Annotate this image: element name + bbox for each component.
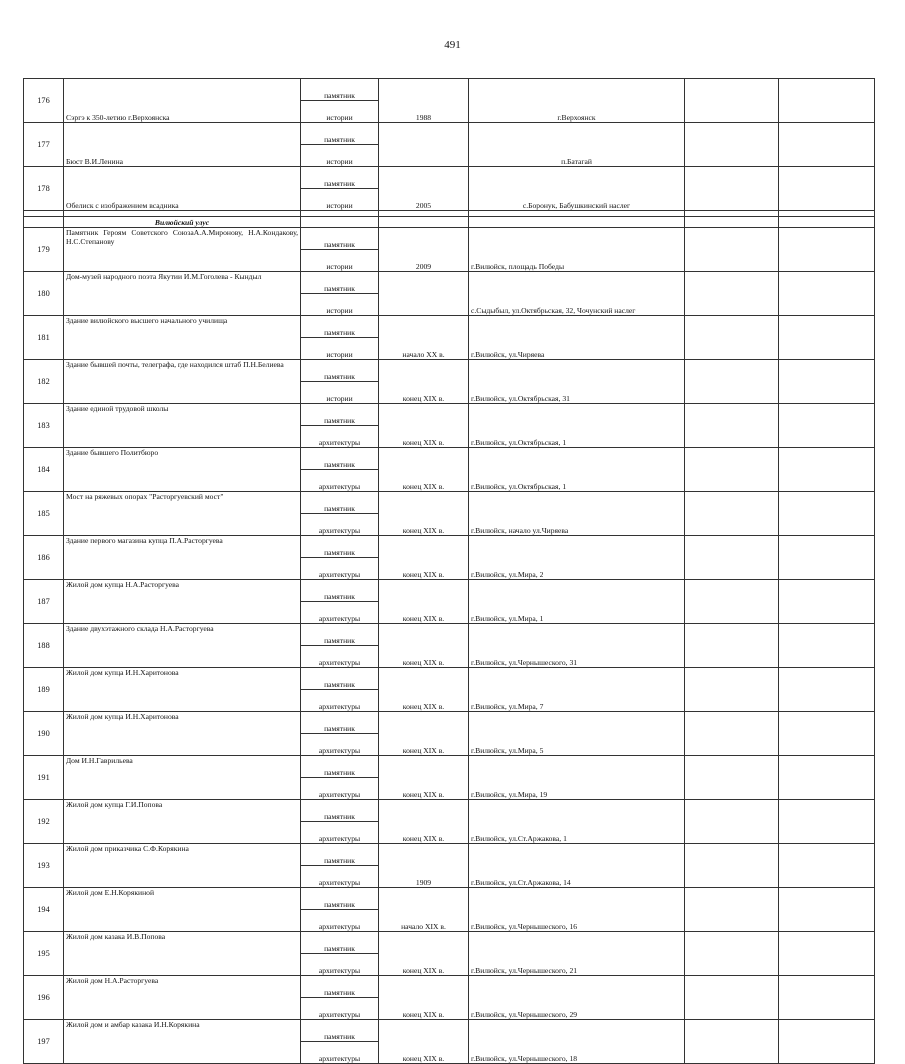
category-line-2: истории xyxy=(301,294,379,316)
category-line-2: архитектуры xyxy=(301,778,379,800)
year-cell: 2009 xyxy=(379,228,469,272)
category-line-1: памятник xyxy=(301,272,379,294)
table-row xyxy=(24,448,875,470)
monument-name: Жилой дом купца И.Н.Харитонова xyxy=(64,712,301,756)
empty-cell xyxy=(685,272,779,316)
year-cell: 1909 xyxy=(379,844,469,888)
category-line-1: памятник xyxy=(301,316,379,338)
year-cell: конец XIX в. xyxy=(379,668,469,712)
category-line-1: памятник xyxy=(301,756,379,778)
empty-cell xyxy=(685,800,779,844)
row-number: 187 xyxy=(24,580,64,624)
row-number: 186 xyxy=(24,536,64,580)
address-cell: с.Боронук, Бабушкинский наслег xyxy=(469,167,685,211)
category-line-2: истории xyxy=(301,145,379,167)
row-number: 177 xyxy=(24,123,64,167)
year-cell: конец XIX в. xyxy=(379,1020,469,1064)
category-line-2: истории xyxy=(301,250,379,272)
address-cell: г.Вилюйск, ул.Чиряева xyxy=(469,316,685,360)
address-cell: г.Вилюйск, ул.Ст.Аржакова, 1 xyxy=(469,800,685,844)
empty-cell xyxy=(685,228,779,272)
year-cell: конец XIX в. xyxy=(379,712,469,756)
empty-cell xyxy=(779,123,875,167)
table-row xyxy=(24,800,875,822)
section-title: Вилюйский улус xyxy=(64,217,301,228)
empty-cell xyxy=(779,79,875,123)
empty-cell xyxy=(779,448,875,492)
address-cell: г.Вилюйск, ул.Чернышеского, 31 xyxy=(469,624,685,668)
year-cell: начало XIX в. xyxy=(379,888,469,932)
category-line-2: архитектуры xyxy=(301,734,379,756)
category-line-2: архитектуры xyxy=(301,866,379,888)
category-line-2: истории xyxy=(301,101,379,123)
category-line-2: архитектуры xyxy=(301,558,379,580)
empty-cell xyxy=(685,888,779,932)
category-line-1: памятник xyxy=(301,800,379,822)
empty-cell xyxy=(685,448,779,492)
category-line-1: памятник xyxy=(301,844,379,866)
address-cell: г.Вилюйск, ул.Ст.Аржакова, 14 xyxy=(469,844,685,888)
monument-name: Бюст В.И.Ленина xyxy=(64,123,301,167)
monument-name: Здание двухэтажного склада Н.А.Расторгуева xyxy=(64,624,301,668)
empty-cell xyxy=(779,1020,875,1064)
year-cell xyxy=(379,272,469,316)
year-cell: конец XIX в. xyxy=(379,800,469,844)
empty-cell xyxy=(779,888,875,932)
empty-cell xyxy=(779,536,875,580)
category-line-1: памятник xyxy=(301,167,379,189)
category-line-2: архитектуры xyxy=(301,998,379,1020)
empty-cell xyxy=(779,217,875,228)
address-cell: г.Вилюйск, ул.Чернышеского, 16 xyxy=(469,888,685,932)
table-row xyxy=(24,228,875,250)
row-number: 182 xyxy=(24,360,64,404)
empty-cell xyxy=(379,217,469,228)
table-row xyxy=(24,316,875,338)
address-cell: п.Батагай xyxy=(469,123,685,167)
row-number: 180 xyxy=(24,272,64,316)
category-line-2: архитектуры xyxy=(301,1042,379,1064)
category-line-1: памятник xyxy=(301,888,379,910)
category-line-1: памятник xyxy=(301,79,379,101)
empty-cell xyxy=(779,492,875,536)
category-line-1: памятник xyxy=(301,1020,379,1042)
empty-cell xyxy=(779,316,875,360)
address-cell: с.Сыдыбыл, ул.Октябрьская, 32, Чочунский наслег xyxy=(469,272,685,316)
table-row xyxy=(24,79,875,101)
monument-name: Здание бывшего Политбюро xyxy=(64,448,301,492)
row-number: 190 xyxy=(24,712,64,756)
category-line-1: памятник xyxy=(301,668,379,690)
category-line-2: архитектуры xyxy=(301,470,379,492)
address-cell: г.Вилюйск, начало ул.Чиряева xyxy=(469,492,685,536)
table-row xyxy=(24,580,875,602)
section-row xyxy=(24,217,875,228)
table-row xyxy=(24,888,875,910)
address-cell: г.Вилюйск, ул.Мира, 19 xyxy=(469,756,685,800)
empty-cell xyxy=(779,932,875,976)
year-cell: конец XIX в. xyxy=(379,756,469,800)
monument-name: Сэргэ к 350-летию г.Верхоянска xyxy=(64,79,301,123)
empty-cell xyxy=(685,580,779,624)
empty-cell xyxy=(685,316,779,360)
empty-cell xyxy=(685,668,779,712)
table-row xyxy=(24,272,875,294)
category-line-2: архитектуры xyxy=(301,822,379,844)
monument-name: Здание вилюйского высшего начального училища xyxy=(64,316,301,360)
empty-cell xyxy=(685,756,779,800)
empty-cell xyxy=(779,228,875,272)
row-number: 176 xyxy=(24,79,64,123)
year-cell: конец XIX в. xyxy=(379,492,469,536)
address-cell: г.Верхоянск xyxy=(469,79,685,123)
address-cell: г.Вилюйск, ул.Чернышеского, 21 xyxy=(469,932,685,976)
row-number: 188 xyxy=(24,624,64,668)
empty-cell xyxy=(685,404,779,448)
empty-cell xyxy=(469,217,685,228)
category-line-1: памятник xyxy=(301,228,379,250)
empty-cell xyxy=(779,712,875,756)
category-line-2: архитектуры xyxy=(301,514,379,536)
table-row xyxy=(24,712,875,734)
monument-name: Жилой дом купца И.Н.Харитонова xyxy=(64,668,301,712)
empty-cell xyxy=(685,844,779,888)
monument-name: Здание бывшей почты, телеграфа, где находился штаб П.Н.Белиева xyxy=(64,360,301,404)
category-line-1: памятник xyxy=(301,492,379,514)
year-cell: конец XIX в. xyxy=(379,580,469,624)
table-row xyxy=(24,624,875,646)
year-cell: конец XIX в. xyxy=(379,932,469,976)
address-cell: г.Вилюйск, ул.Мира, 2 xyxy=(469,536,685,580)
empty-cell xyxy=(685,976,779,1020)
row-number: 181 xyxy=(24,316,64,360)
address-cell: г.Вилюйск, ул.Чернышеского, 29 xyxy=(469,976,685,1020)
row-number: 197 xyxy=(24,1020,64,1064)
table-row xyxy=(24,1020,875,1042)
table-row xyxy=(24,932,875,954)
category-line-1: памятник xyxy=(301,123,379,145)
year-cell: конец XIX в. xyxy=(379,404,469,448)
empty-cell xyxy=(685,492,779,536)
year-cell: начало XX в. xyxy=(379,316,469,360)
monument-name: Здание единой трудовой школы xyxy=(64,404,301,448)
row-number: 184 xyxy=(24,448,64,492)
table-row xyxy=(24,756,875,778)
row-number: 189 xyxy=(24,668,64,712)
category-line-1: памятник xyxy=(301,976,379,998)
year-cell: конец XIX в. xyxy=(379,624,469,668)
empty-cell xyxy=(685,360,779,404)
year-cell: конец XIX в. xyxy=(379,448,469,492)
row-number: 196 xyxy=(24,976,64,1020)
category-line-1: памятник xyxy=(301,536,379,558)
empty-cell xyxy=(779,756,875,800)
table-row xyxy=(24,360,875,382)
year-cell: конец XIX в. xyxy=(379,976,469,1020)
category-line-2: архитектуры xyxy=(301,954,379,976)
empty-cell xyxy=(685,167,779,211)
category-line-1: памятник xyxy=(301,932,379,954)
empty-cell xyxy=(685,536,779,580)
monument-name: Жилой дом Н.А.Расторгуева xyxy=(64,976,301,1020)
category-line-1: памятник xyxy=(301,404,379,426)
row-number: 178 xyxy=(24,167,64,211)
empty-cell xyxy=(779,976,875,1020)
monument-name: Обелиск с изображением всадника xyxy=(64,167,301,211)
monument-name: Дом И.Н.Гаврильева xyxy=(64,756,301,800)
row-number: 185 xyxy=(24,492,64,536)
empty-cell xyxy=(685,1020,779,1064)
monument-name: Дом-музей народного поэта Якутии И.М.Гоголева - Кындыл xyxy=(64,272,301,316)
address-cell: г.Вилюйск, ул.Чернышеского, 18 xyxy=(469,1020,685,1064)
category-line-1: памятник xyxy=(301,448,379,470)
row-number: 194 xyxy=(24,888,64,932)
row-number: 192 xyxy=(24,800,64,844)
row-number: 179 xyxy=(24,228,64,272)
monument-name: Жилой дом и амбар казака И.Н.Корякина xyxy=(64,1020,301,1064)
monument-name: Здание первого магазина купца П.А.Расторгуева xyxy=(64,536,301,580)
empty-cell xyxy=(779,580,875,624)
empty-cell xyxy=(685,624,779,668)
empty-cell xyxy=(779,167,875,211)
empty-cell xyxy=(685,217,779,228)
category-line-2: архитектуры xyxy=(301,910,379,932)
address-cell: г.Вилюйск, ул.Мира, 7 xyxy=(469,668,685,712)
row-number: 195 xyxy=(24,932,64,976)
category-line-2: архитектуры xyxy=(301,690,379,712)
category-line-2: архитектуры xyxy=(301,426,379,448)
empty-cell xyxy=(779,800,875,844)
empty-cell xyxy=(779,272,875,316)
year-cell: 2005 xyxy=(379,167,469,211)
page-number: 491 xyxy=(444,39,461,51)
empty-cell xyxy=(301,217,379,228)
category-line-2: архитектуры xyxy=(301,602,379,624)
monument-name: Памятник Героям Советского СоюзаА.А.Миронову, Н.А.Кондакову, Н.С.Степанову xyxy=(64,228,301,272)
address-cell: г.Вилюйск, ул.Мира, 5 xyxy=(469,712,685,756)
table-row xyxy=(24,976,875,998)
table-row xyxy=(24,536,875,558)
year-cell xyxy=(379,123,469,167)
category-line-2: истории xyxy=(301,189,379,211)
row-number: 191 xyxy=(24,756,64,800)
monument-name: Жилой дом казака И.В.Попова xyxy=(64,932,301,976)
empty-cell xyxy=(779,404,875,448)
monument-name: Жилой дом приказчика С.Ф.Корякина xyxy=(64,844,301,888)
empty-cell xyxy=(685,123,779,167)
table-row xyxy=(24,123,875,145)
category-line-1: памятник xyxy=(301,360,379,382)
empty-cell xyxy=(779,844,875,888)
address-cell: г.Вилюйск, ул.Октябрьская, 1 xyxy=(469,404,685,448)
table-row xyxy=(24,492,875,514)
year-cell: конец XIX в. xyxy=(379,360,469,404)
year-cell: конец XIX в. xyxy=(379,536,469,580)
row-number: 183 xyxy=(24,404,64,448)
row-number: 193 xyxy=(24,844,64,888)
year-cell: 1988 xyxy=(379,79,469,123)
category-line-2: архитектуры xyxy=(301,646,379,668)
empty-cell xyxy=(779,624,875,668)
category-line-1: памятник xyxy=(301,580,379,602)
table-row xyxy=(24,668,875,690)
monument-name: Жилой дом Е.Н.Корякиной xyxy=(64,888,301,932)
empty-cell xyxy=(779,360,875,404)
address-cell: г.Вилюйск, ул.Мира, 1 xyxy=(469,580,685,624)
category-line-1: памятник xyxy=(301,712,379,734)
empty-cell xyxy=(685,932,779,976)
table-row xyxy=(24,844,875,866)
address-cell: г.Вилюйск, ул.Октябрьская, 1 xyxy=(469,448,685,492)
empty-cell xyxy=(779,668,875,712)
address-cell: г.Вилюйск, ул.Октябрьская, 31 xyxy=(469,360,685,404)
table-row xyxy=(24,404,875,426)
monument-name: Мост на ряжевых опорах "Расторгуевский мост" xyxy=(64,492,301,536)
empty-cell xyxy=(685,79,779,123)
heritage-table xyxy=(23,78,875,1064)
empty-cell xyxy=(24,217,64,228)
category-line-2: истории xyxy=(301,338,379,360)
empty-cell xyxy=(685,712,779,756)
category-line-1: памятник xyxy=(301,624,379,646)
category-line-2: истории xyxy=(301,382,379,404)
monument-name: Жилой дом купца Н.А.Расторгуева xyxy=(64,580,301,624)
monument-name: Жилой дом купца Г.И.Попова xyxy=(64,800,301,844)
table-row xyxy=(24,167,875,189)
address-cell: г.Вилюйск, площадь Победы xyxy=(469,228,685,272)
